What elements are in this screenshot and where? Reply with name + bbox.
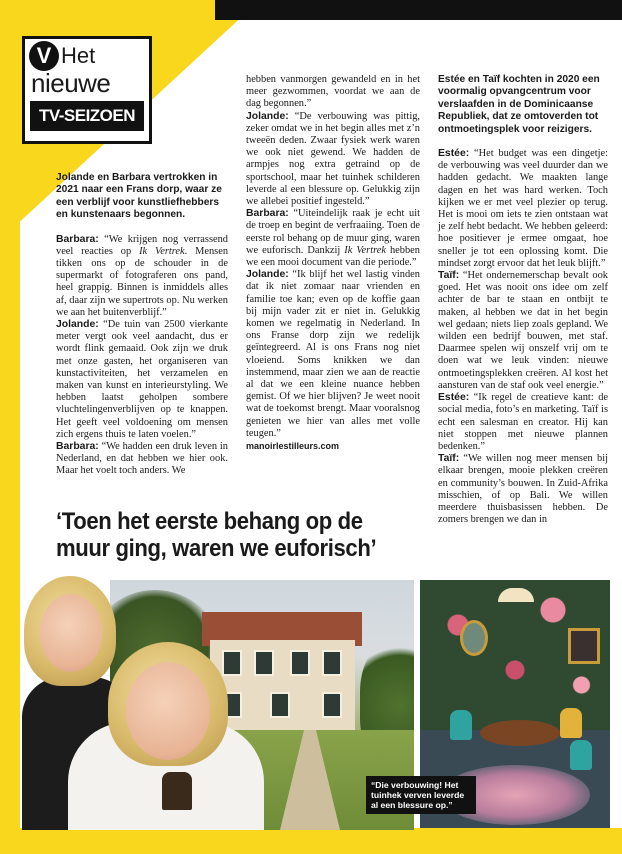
pull-quote-headline: ‘Toen het eerste behang op de muur ging, waren we euforisch’ (56, 508, 377, 562)
paragraph (246, 208, 420, 269)
paragraph-text: “We hadden een druk leven in Nederland, en dat hebben we hier ook. Maar het voelt toch anders. We (56, 441, 228, 477)
yellow-bottom-border (0, 828, 622, 854)
house-window (322, 692, 342, 718)
face (40, 594, 102, 672)
dining-table (480, 720, 560, 746)
paragraph (438, 392, 608, 453)
paragraph (246, 269, 420, 440)
paragraph-text: “De tuin van 2500 vierkante meter vergt ook veel aandacht, dus er wordt flink gemaaid. Ook zijn we druk met onze gasten, het organiseren van kunstactiviteiten, het verzamelen en maken van kunst en interieurstyling. We hebben laatst geholpen sombere vluchtelingenverblijven op te knappen. Het geeft veel voldoening om mensen zich ergens thuis te laten voelen.” (56, 319, 228, 440)
paragraph-text: “Uiteindelijk raak je echt uit de troep en begint de verfraaiing. Toen de eerste rol behang op de muur ging, waren we euforisch. Dankzij (246, 208, 420, 256)
paragraph: hebben vanmorgen gewandeld en in het meer gezwommen, voordat we aan de dag begonnen.” (246, 74, 420, 110)
paragraph (438, 270, 608, 392)
show-title: Ik Vertrek (139, 245, 185, 257)
paragraph (56, 319, 228, 441)
article-column-2 (246, 74, 420, 452)
paragraph (438, 148, 608, 270)
paragraph-text: “We willen nog meer mensen bij elkaar brengen, mooie plekken creëren en community’s bouwen. In Zuid-Afrika misschien, of op Bali. We willen meerdere thuisbasissen hebben. De zomers brengen we dan in (438, 453, 608, 526)
round-mirror (460, 620, 488, 656)
show-title: Ik Vertrek (344, 244, 386, 256)
house-window (290, 650, 310, 676)
paragraph (56, 441, 228, 478)
intro-estee-taif: Estée en Taïf kochten in 2020 een voormalig opvangcentrum voor verslaafden in de Dominicaanse Republiek, dat ze omtoverden tot ontmoetingsplek voor reizigers. (438, 74, 600, 135)
paragraph-text: “Het budget was een dingetje: de verbouwing was veel duurder dan we hadden gedacht. We maakten lange dagen en het was hard werken. Toch kijken we er met veel plezier op terug. Het is mooi om iets te zien ontstaan wat je zelf hebt bedacht. We hebben geleerd: hoe positiever je ermee omgaat, hoe sneller je tot een oplossing komt. Die mindset zorgt ervoor dat het leuk blijft.” (438, 148, 608, 269)
speaker-label: Taïf: (438, 453, 460, 465)
pendant-lamp (498, 588, 534, 602)
paragraph-text: . Mensen tikken ons op de schouder in de supermarkt of fotograferen ons pand, heel grappig. Binnen is inmiddels alles af, daar zijn we supertrots op. Nu werken we aan het buitenverblijf.” (56, 245, 229, 318)
article-column-3 (438, 74, 608, 526)
speaker-label: Estée: (438, 392, 470, 404)
article-column-1 (56, 172, 228, 478)
logo-line-nieuwe: nieuwe (31, 68, 111, 98)
intro-jolande-barbara: Jolande en Barbara vertrokken in 2021 naar een Frans dorp, waar ze een verblijf voor kunstliefhebbers en kunstenaars begonnen. (56, 172, 222, 221)
speaker-label: Barbara: (56, 441, 99, 453)
teal-chair (450, 710, 472, 740)
website-link[interactable]: manoirlestilleurs.com (246, 441, 340, 452)
speaker-label: Jolande: (56, 319, 99, 331)
tv-season-logo (22, 36, 152, 144)
logo-v-badge: V (29, 41, 59, 71)
paragraph (56, 234, 228, 319)
paragraph-text: “We krijgen nog verrassend veel reacties op (56, 233, 228, 257)
speaker-label: Jolande: (246, 110, 289, 122)
speaker-label: Barbara: (56, 233, 99, 245)
speaker-label: Taïf: (438, 270, 460, 282)
paragraph-text: “Ik blijf het wel lastig vinden dat ik niet zomaar naar vrienden en familie toe kan; even op de koffie gaan bij mijn vader zit er niet in. Gelukkig komen we regelmatig in Nederland. In ons Franse dorp zijn we redelijk geïntegreerd. Al is ons Frans nog niet vloeiend. Soms knikken we dan instemmend, maar zien we aan de reactie al dat we een kleine nuance hebben gemist. Of we hier blijven? Je weet nooit wat de toekomst brengt. Maar vooralsnog genieten we hier van alles met volle teugen.” (246, 269, 420, 439)
logo-line-tv-seizoen: TV-SEIZOEN (30, 101, 144, 131)
paragraph (246, 111, 420, 209)
speaker-label: Jolande: (246, 269, 289, 281)
bronze-statuette (162, 772, 192, 810)
teal-chair (570, 740, 592, 770)
photo-caption: “Die verbouwing! Het tuinhek verven leverde al een blessure op.” (366, 776, 476, 814)
yellow-chair (560, 708, 582, 738)
paragraph (438, 453, 608, 526)
house-window (322, 650, 342, 676)
face (126, 662, 210, 760)
paragraph-text: “Het ondernemerschap bevalt ook goed. Het was nooit ons idee om zelf achter de bar te staan en ontbijt te maken, al hebben we dat in het begin wel gedaan; niets liep zoals gepland. We wilden een bedrijf bouwen, met staf. Daarmee spelen wij onszelf vrij om te doen wat we leuk vinden: nieuwe ontmoetingsplekken creëren. Al kost het aansturen van de staf ook veel energie.” (438, 270, 608, 391)
black-top-bar (215, 0, 622, 20)
paragraph-text: “Ik regel de creatieve kant: de social media, foto’s en marketing. Taïf is echt een salesman en creator. Hij kan niet stoppen met nieuwe plannen bedenken.” (438, 392, 608, 452)
yellow-left-border (0, 0, 20, 854)
paragraph-text: hebben we een mooi document van die periode.” (246, 244, 420, 269)
logo-line-het: Het (61, 43, 96, 68)
speaker-label: Estée: (438, 148, 470, 160)
speaker-label: Barbara: (246, 208, 289, 220)
portrait-jolande-barbara (22, 572, 282, 830)
portrait-frame (568, 628, 600, 664)
paragraph-text: “De verbouwing was pittig, zeker omdat we in het begin alles met z’n tweeën deden. Zwaar fysiek werk waren we ook niet gewend. We hadden de armpjes nog extra getraind op de sportschool, maar het tuinhek schilderen leverde al een blessure op. Gelukkig zijn we allebei positief ingesteld.” (246, 110, 420, 208)
